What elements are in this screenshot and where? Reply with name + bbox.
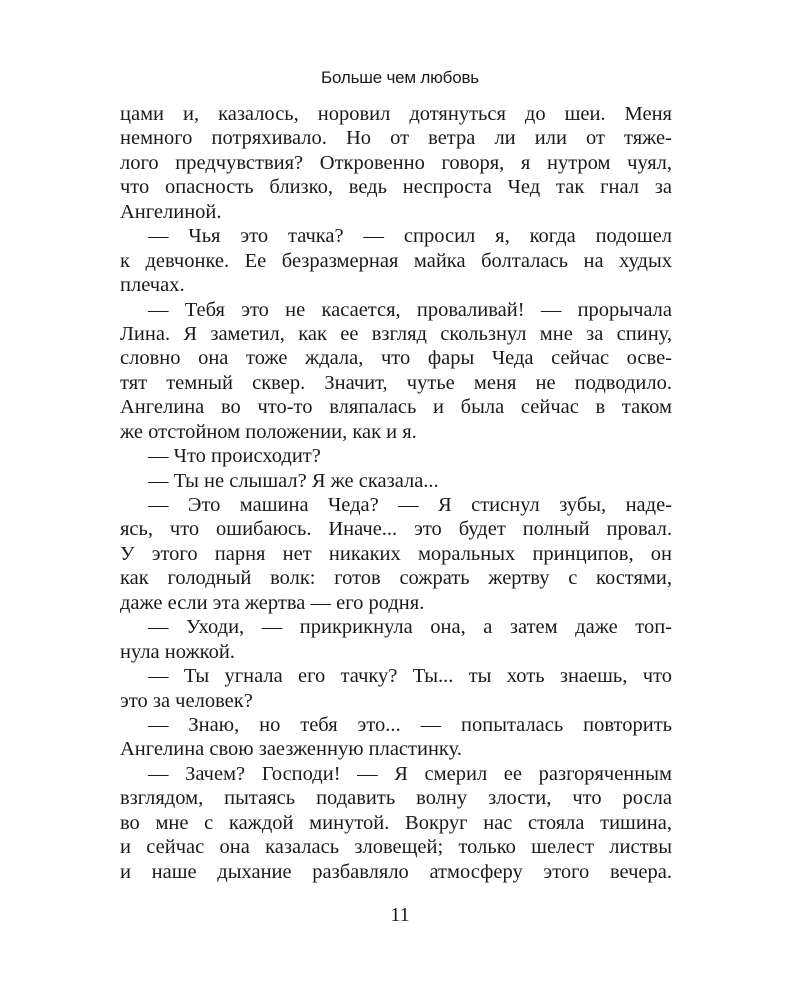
text-line: Ангелина во что-то вляпалась и была сейчас в таком	[120, 396, 672, 419]
text-line: же отстойном положении, как и я.	[120, 420, 417, 443]
text-line: взглядом, пытаясь подавить волну злости, что росла	[120, 787, 672, 810]
text-line: плечах.	[120, 274, 185, 297]
page-number: 11	[390, 904, 410, 926]
text-line: тят темный сквер. Значит, чутье меня не подводило.	[120, 371, 672, 394]
text-line: — Ты угнала его тачку? Ты... ты хоть знаешь, что	[148, 665, 672, 688]
text-line: лого предчувствия? Откровенно говоря, я нутром чуял,	[120, 151, 672, 174]
text-line: и сейчас она казалась зловещей; только шелест листвы	[120, 836, 672, 859]
text-line: Лина. Я заметил, как ее взгляд скользнул мне за спину,	[120, 322, 672, 345]
text-line: — Уходи, — прикрикнула она, а затем даже топ-	[148, 616, 672, 639]
body-text	[120, 102, 672, 884]
text-line: что опасность близко, ведь неспроста Чед так гнал за	[120, 176, 672, 199]
text-line: цами и, казалось, норовил дотянуться до шеи. Меня	[120, 103, 672, 125]
running-head: Больше чем любовь	[321, 68, 479, 87]
text-line: — Чья это тачка? — спросил я, когда подошел	[148, 225, 672, 248]
text-line: — Это машина Чеда? — Я стиснул зубы, наде-	[148, 494, 672, 516]
text-line: немного потряхивало. Но от ветра ли или от тяже-	[120, 127, 672, 150]
text-line: — Знаю, но тебя это... — попыталась повторить	[148, 713, 672, 736]
text-line: — Тебя это не касается, проваливай! — прорычала	[148, 298, 672, 321]
text-line: как голодный волк: готов сожрать жертву с костями,	[120, 567, 672, 590]
text-line: — Что происходит?	[148, 445, 321, 468]
text-line: это за человек?	[120, 689, 253, 712]
text-line: к девчонке. Ее безразмерная майка болталась на худых	[120, 249, 672, 272]
text-line: во мне с каждой минутой. Вокруг нас стояла тишина,	[120, 811, 672, 834]
text-line: Ангелиной.	[120, 200, 222, 223]
text-line: ясь, что ошибаюсь. Иначе... это будет полный провал.	[120, 518, 672, 541]
text-line: и наше дыхание разбавляло атмосферу этого вечера.	[120, 860, 672, 883]
text-line: — Зачем? Господи! — Я смерил ее разгоряченным	[148, 762, 672, 785]
text-line: даже если эта жертва — его родня.	[120, 591, 425, 614]
text-line: словно она тоже ждала, что фары Чеда сейчас осве-	[120, 347, 672, 370]
text-line: У этого парня нет никаких моральных принципов, он	[120, 542, 672, 565]
text-line: нула ножкой.	[120, 640, 235, 663]
text-line: — Ты не слышал? Я же сказала...	[148, 469, 439, 492]
text-line: Ангелина свою заезженную пластинку.	[120, 738, 462, 761]
